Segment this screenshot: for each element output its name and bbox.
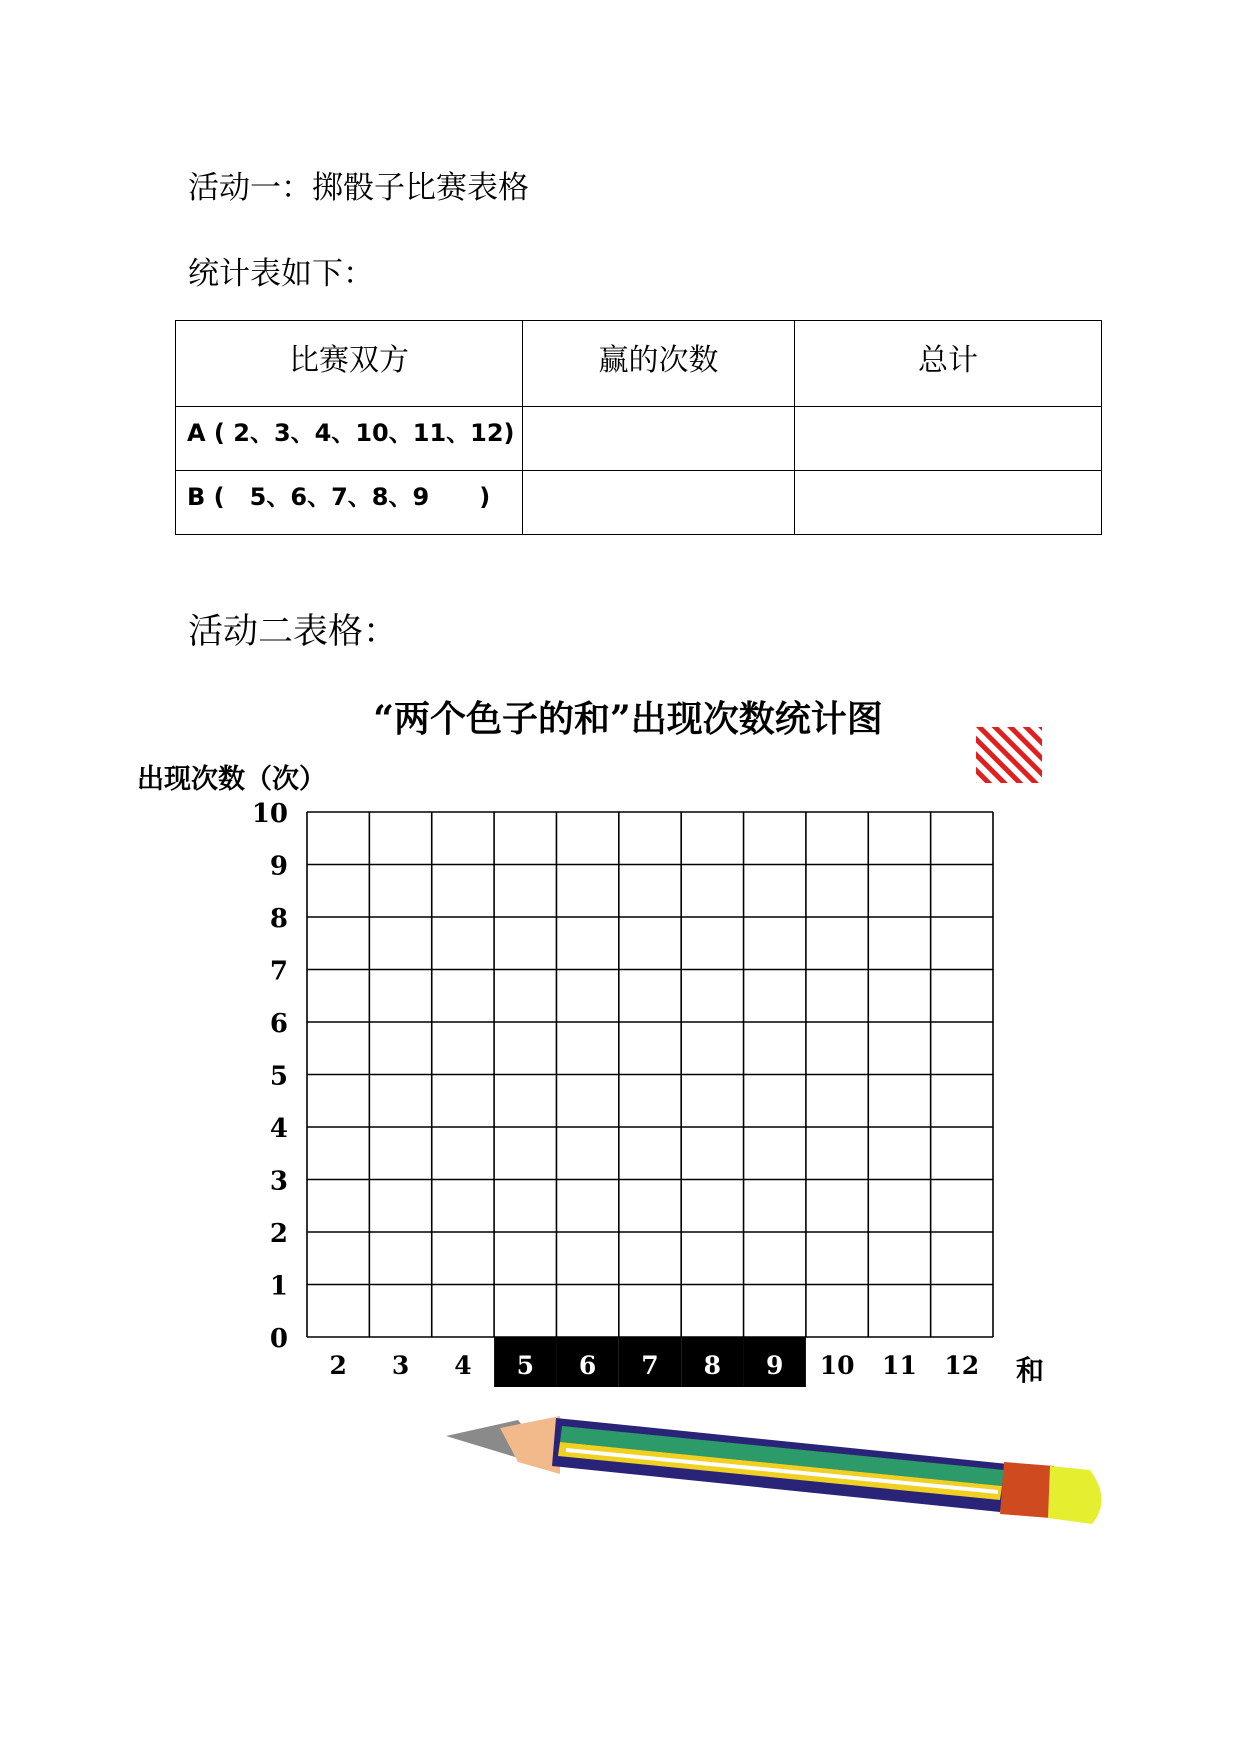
x-tick-label: 11 (882, 1351, 917, 1380)
x-tick-labels (329, 1337, 979, 1387)
x-tick-label: 6 (578, 1351, 597, 1380)
y-tick-label: 2 (269, 1219, 288, 1249)
x-tick-label: 12 (944, 1351, 980, 1380)
y-tick-label: 7 (269, 956, 288, 987)
header-total: 总计 (795, 321, 1102, 407)
y-tick-label: 9 (269, 851, 288, 882)
x-tick-label: 10 (819, 1351, 855, 1380)
x-tick-label: 8 (703, 1351, 722, 1380)
pencil-illustration (446, 1416, 1102, 1524)
y-tick-label: 8 (269, 904, 288, 934)
legend-swatch (976, 727, 1042, 783)
y-tick-label: 1 (269, 1271, 288, 1302)
x-tick-label: 2 (329, 1351, 347, 1380)
y-tick-label: 5 (269, 1061, 288, 1092)
header-teams: 比赛双方 (176, 321, 523, 407)
x-tick-label: 3 (391, 1351, 410, 1380)
x-tick-label: 7 (641, 1351, 659, 1380)
row-b-label: B ( 5、6、7、8、9 ) (176, 471, 523, 535)
x-tick-label: 9 (766, 1351, 784, 1380)
x-tick-label: 5 (516, 1351, 534, 1380)
x-tick-label: 4 (454, 1351, 472, 1380)
y-tick-label: 3 (269, 1166, 288, 1197)
stats-table-caption: 统计表如下： (188, 256, 374, 292)
y-axis-label: 出现次数（次） (137, 764, 326, 795)
y-tick-label: 6 (269, 1009, 288, 1039)
row-a-label: A ( 2、3、4、10、11、12) (176, 407, 523, 471)
x-axis-label: 和 (1016, 1354, 1045, 1387)
activity2-heading: 活动二表格： (188, 612, 399, 652)
y-tick-label: 10 (251, 799, 288, 829)
y-tick-label: 0 (269, 1324, 288, 1354)
pencil-eraser-icon (1048, 1466, 1102, 1524)
chart-title: “两个色子的和”出现次数统计图 (373, 698, 883, 740)
y-tick-label: 4 (269, 1114, 288, 1144)
activity1-heading: 活动一：掷骰子比赛表格 (188, 170, 529, 206)
pencil-ferrule-icon (1000, 1462, 1054, 1518)
y-tick-labels (252, 799, 288, 1354)
chart-grid (307, 812, 993, 1337)
header-wins: 赢的次数 (523, 321, 795, 407)
